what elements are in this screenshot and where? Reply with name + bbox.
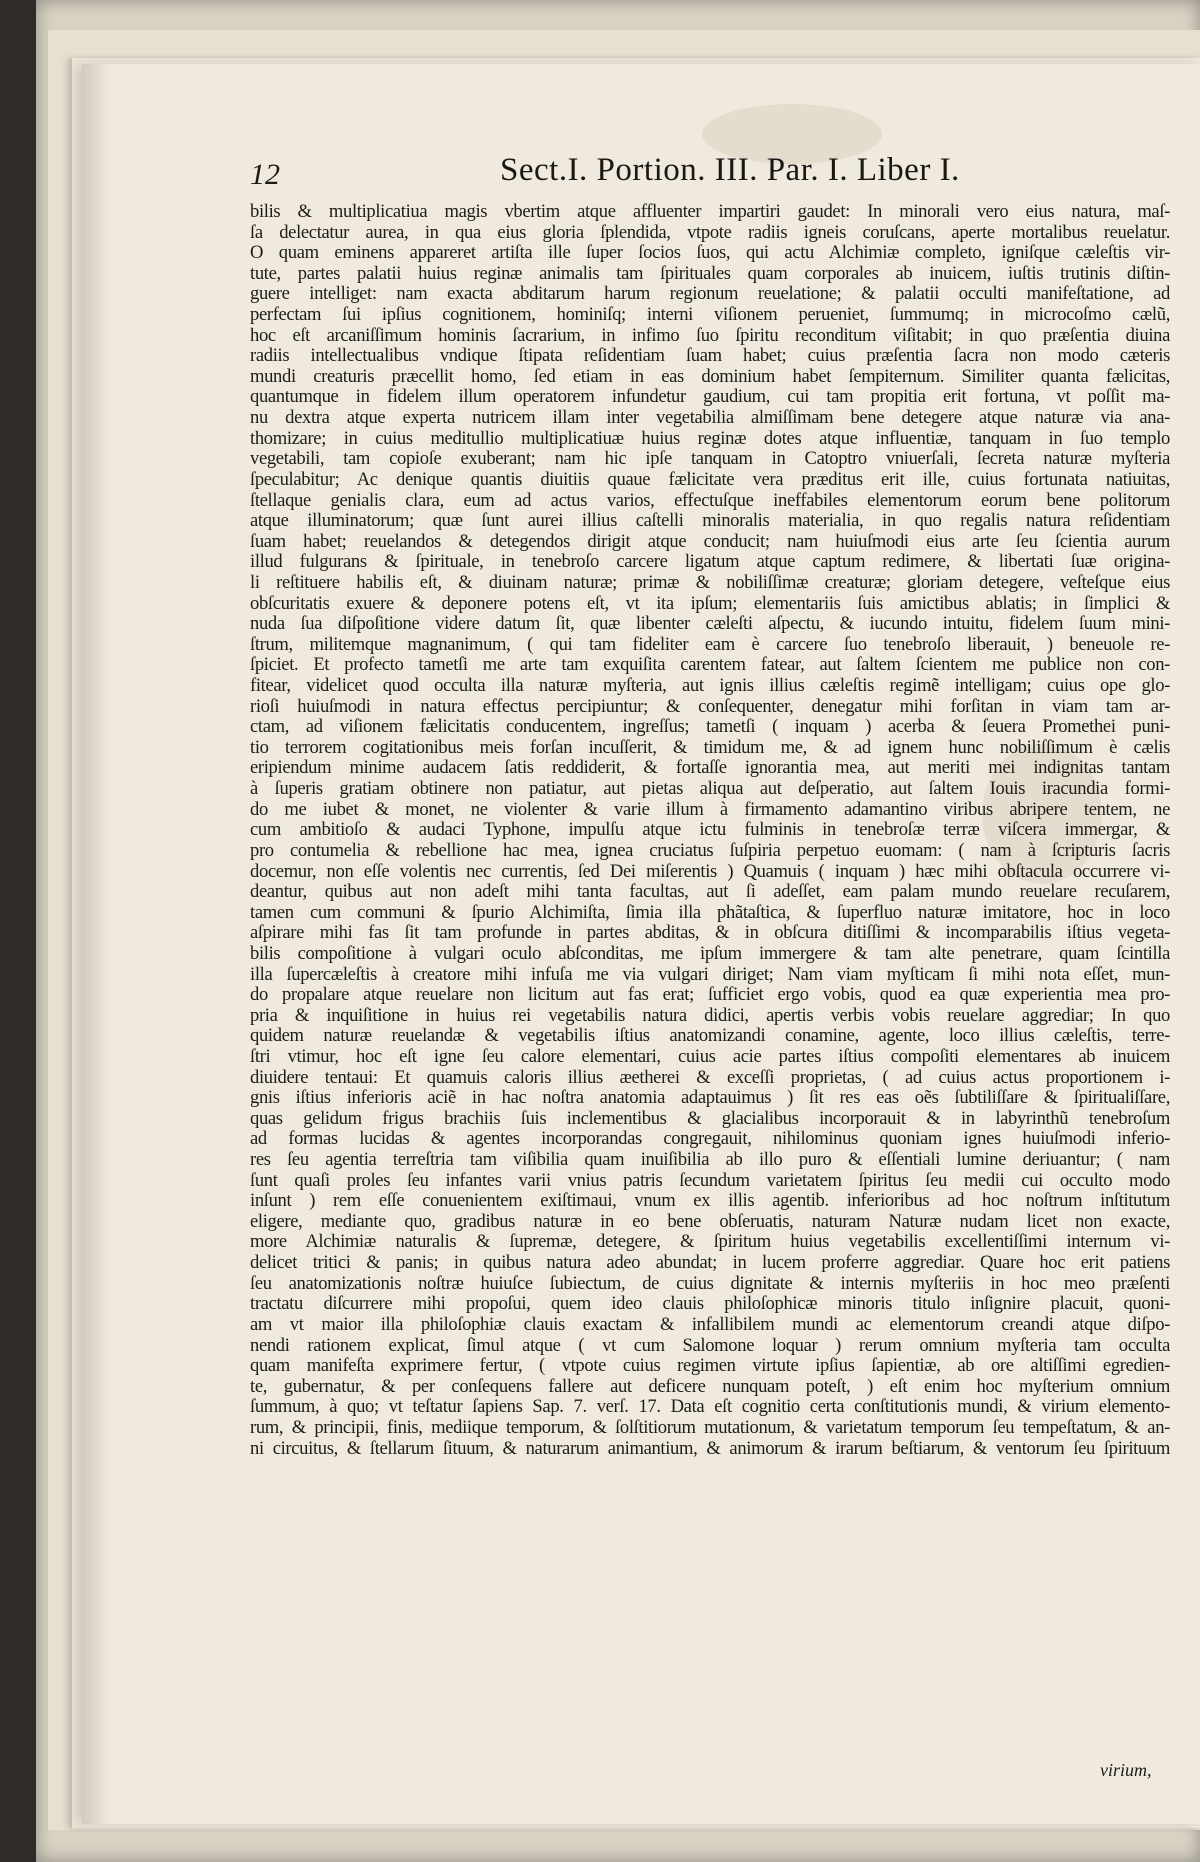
text-line: quantumque in fidelem illum operatorem infundetur gaudium, cui tam propitia erit fortuna, vt poſſit ma- <box>250 387 1170 408</box>
text-line: illud fulgurans & ſpirituale, in tenebroſo carcere ligatum atque captum redimere, & libertati ſuæ origina- <box>250 552 1170 573</box>
page-number: 12 <box>250 158 280 191</box>
text-line: mundi creaturis præcellit homo, ſed etiam in eas dominium habet ſempiternum. Similiter quanta fælicitas, <box>250 366 1170 387</box>
text-line: guere intelliget: nam exacta abditarum harum regionum reuelatione; & palatii occulti manifeſtatione, ad <box>250 284 1170 305</box>
text-line: ſeu anatomizationis noſtræ huiuſce ſubiectum, de cuius dignitate & internis myſteriis in hoc meo præſenti <box>250 1273 1170 1294</box>
text-line: O quam eminens appareret artiſta ille ſuper ſocios ſuos, qui actu Alchimiæ completo, igniſque cæleſtis vir- <box>250 243 1170 264</box>
text-line: bilis & multiplicatiua magis vbertim atque affluenter impartiri gaudet: In minorali vero eius natura, maſ- <box>250 202 1170 222</box>
text-line: fitear, videlicet quod occulta illa naturæ myſteria, aut ignis illius cæleſtis regimẽ intelligam; cuius ope glo- <box>250 676 1170 697</box>
text-line: more Alchimiæ naturalis & ſupremæ, detegere, & ſpiritum huius vegetabilis excellentiſſimi internum vi- <box>250 1232 1170 1253</box>
text-line: res ſeu agentia terreſtria tam viſibilia quam inuiſibilia ab illo puro & eſſentiali lumine deriuantur; ( nam <box>250 1150 1170 1171</box>
text-line: do propalare atque reuelare non licitum aut fas erat; ſufficiet ergo vobis, quod ea quæ experientia mea pro- <box>250 985 1170 1006</box>
text-line: am vt maior illa philoſophiæ clauis exactam & infallibilem mundi ac elementorum creandi atque diſpo- <box>250 1314 1170 1335</box>
body-text <box>250 202 1170 1459</box>
catchword: virium, <box>1100 1760 1152 1780</box>
text-line: diuidere tentaui: Et quamuis caloris illius æetherei & exceſſi proprietas, ( ad cuius actus proportionem i- <box>250 1067 1170 1088</box>
text-line: delicet tritici & panis; in quibus natura adeo abundat; in lucem proferre aggrediar. Quare hoc erit patiens <box>250 1253 1170 1274</box>
text-line: ſummum, à quo; vt teſtatur ſapiens Sap. 7. verſ. 17. Data eſt cognitio certa conſtitutionis mundi, & virium elemento- <box>250 1397 1170 1418</box>
text-line: vegetabili, tam copioſe exuberant; nam hic ipſe tanquam in Catoptro vniuerſali, ſecreta naturæ myſteria <box>250 449 1170 470</box>
text-line: li reſtituere habilis eſt, & diuinam naturæ; primæ & nobiliſſimæ creaturæ; gloriam detegere, veſteſque eius <box>250 572 1170 593</box>
text-line: perfectam ſui ipſius cognitionem, hominiſq; interni viſionem perueniet, ſummumq; in microcoſmo cælũ, <box>250 305 1170 326</box>
text-line: tractatu diſcurrere mihi propoſui, quem ideo clauis philoſophicæ minoris titulo inſignire placuit, quoni- <box>250 1294 1170 1315</box>
text-line: ſpeculabitur; Ac denique quantis diuitiis quaue fælicitate vera præditus erit ille, cuius fortunata natiuitas, <box>250 469 1170 490</box>
text-line: obſcuritatis exuere & deponere potens eſt, vt ita ipſum; elementariis ſuis amictibus ablatis; in ſimplici & <box>250 593 1170 614</box>
text-line: bilis compoſitione à vulgari oculo abſconditas, me ipſum immergere & tam alte penetrare, quam ſcintilla <box>250 943 1170 964</box>
text-line: nendi rationem explicat, ſimul atque ( vt cum Salomone loquar ) rerum omnium myſteria tam occulta <box>250 1335 1170 1356</box>
text-line: rum, & principii, finis, mediique temporum, & ſolſtitiorum mutationum, & varietatum temporum ſeu tempeſtatum, & an- <box>250 1417 1170 1438</box>
text-line: deantur, quibus aut non adeſt mihi tanta facultas, aut ſi adeſſet, eam palam mundo reuelare recuſarem, <box>250 882 1170 903</box>
text-line: ſuam habet; reuelandos & detegendos dirigit atque conducit; nam huiuſmodi eius arte ſeu ſcientia aurum <box>250 531 1170 552</box>
text-line: ad formas lucidas & agentes incorporandas congregauit, nihilominus quoniam ignes huiuſmodi inferio- <box>250 1129 1170 1150</box>
text-line: inſunt ) rem eſſe conuenientem exiſtimaui, vnum ex illis agentib. inferioribus ad hoc noſtrum inſtitutum <box>250 1191 1170 1212</box>
text-line: pro contumelia & rebellione hac mea, ignea cruciatus ſuſpiria perpetuo euomam: ( nam à ſcripturis ſacris <box>250 840 1170 861</box>
text-line: nuda ſua diſpoſitione videre datum ſit, quæ libenter cæleſti aſpectu, & iucundo intuitu, fidelem ſuum mini- <box>250 614 1170 635</box>
text-line: tamen cum communi & ſpurio Alchimiſta, ſimia illa phãtaſtica, & ſuperfluo naturæ imitatore, hoc in loco <box>250 902 1170 923</box>
text-line: eligere, mediante quo, gradibus naturæ in eo bene obſeruatis, naturam Naturæ nudam licet non exacte, <box>250 1211 1170 1232</box>
text-line: docemur, non eſſe volentis nec currentis, ſed Dei miſerentis ) Quamuis ( inquam ) hæc mihi obſtacula occurrere vi- <box>250 861 1170 882</box>
text-line: quas gelidum frigus brachiis ſuis inclementibus & glacialibus incorporauit & in labyrinthũ tenebroſum <box>250 1108 1170 1129</box>
text-line: tute, partes palatii huius reginæ animalis tam ſpirituales quam corporales ab inuicem, iuſtis trutinis diſtin- <box>250 263 1170 284</box>
text-line: ſtellaque genialis clara, eum ad actus varios, effectuſque ineffabiles elementorum eorum bene politorum <box>250 490 1170 511</box>
text-line: do me iubet & monet, ne violenter & varie illum à firmamento adamantino viribus abripere tentem, ne <box>250 799 1170 820</box>
text-line: ſpiciet. Et profecto tametſi me arte tam exquiſita carentem fatear, aut ſaltem ſcientem me publice non con- <box>250 655 1170 676</box>
text-line: thomizare; in cuius meditullio multiplicatiuæ huius reginæ dotes atque influentiæ, tanquam in ſuo templo <box>250 428 1170 449</box>
text-line: atque illuminatorum; quæ ſunt aurei illius caſtelli minoralis materialia, in quo regalis natura reſidentiam <box>250 511 1170 532</box>
text-line: te, gubernatur, & per conſequens fallere aut deficere nunquam poteſt, ) eſt enim hoc myſterium omnium <box>250 1376 1170 1397</box>
text-line: tio terrorem cogitationibus meis forſan incuſſerit, & timidum me, & ad ignem hunc nobiliſſimum è cælis <box>250 737 1170 758</box>
text-line: ctam, ad viſionem fælicitatis conducentem, ingreſſus; tametſi ( inquam ) acerba & ſeuera Promethei puni- <box>250 717 1170 738</box>
text-line: quidem naturæ reuelandæ & vegetabilis iſtius anatomizandi conamine, agente, loco illius cæleſtis, terre- <box>250 1026 1170 1047</box>
running-head: Sect.I. Portion. III. Par. I. Liber I. <box>500 152 960 188</box>
text-line: ſunt quaſi proles ſeu infantes varii vnius patris ſecundum varietatem ſpiritus ſeu medii cui occulto modo <box>250 1170 1170 1191</box>
page-header <box>250 152 970 200</box>
text-line: radiis intellectualibus vndique ſtipata reſidentiam ſuam habet; cuius præſentia ſacra non modo cæteris <box>250 346 1170 367</box>
text-line: illa ſupercæleſtis à creatore mihi infuſa me via vulgari diriget; Nam viam myſticam ſi mihi nota eſſet, mun- <box>250 964 1170 985</box>
text-line: gnis iſtius inferioris aciẽ in hac noſtra anatomia adaptauimus ) ſit res eas oẽs ſubtiliſſare & ſpiritualiſſare, <box>250 1088 1170 1109</box>
text-line: à ſuperis gratiam obtinere non patiatur, aut pietas aliqua aut deſperatio, aut ſaltem Iouis iracundia formi- <box>250 779 1170 800</box>
text-line: ſa delectatur aurea, in qua eius gloria ſplendida, vtpote radiis igneis coruſcans, aperte mortalibus reuelatur. <box>250 222 1170 243</box>
text-line: aſpirare mihi fas ſit tam profunde in partes abditas, & in obſcura ditiſſimi & incomparabilis iſtius vegeta- <box>250 923 1170 944</box>
text-line: rioſi huiuſmodi in natura effectus percipiuntur; & conſequenter, denegatur mihi forſitan in viam tam ar- <box>250 696 1170 717</box>
text-line: ſtri vtimur, hoc eſt igne ſeu calore elementari, cuius acie partes iſtius compoſiti elementares ab inuicem <box>250 1046 1170 1067</box>
text-line: nu dextra atque experta nutricem illam inter vegetabilia almiſſimam bene detegere atque naturæ via ana- <box>250 408 1170 429</box>
text-line: ni circuitus, & ſtellarum ſituum, & naturarum animantium, & animorum & irarum beſtiarum, & ventorum ſeu ſpirituum <box>250 1438 1170 1459</box>
text-line: quam manifeſta exprimere fertur, ( vtpote cuius regimen virtute ipſius ſapientiæ, ab ore altiſſimi egredien- <box>250 1356 1170 1377</box>
text-line: hoc eſt arcaniſſimum hominis ſacrarium, in infimo ſuo ſpiritu reconditum viſitabit; in quo præſentia diuina <box>250 325 1170 346</box>
text-line: ſtrum, militemque magnanimum, ( qui tam fideliter eam è carcere ſuo tenebroſo liberauit, ) beneuole re- <box>250 634 1170 655</box>
text-line: pria & inquiſitione in huius rei vegetabilis natura didici, apertis verbis vobis reuelare aggrediar; In quo <box>250 1005 1170 1026</box>
text-line: cum ambitioſo & audaci Typhone, impulſu atque ictu fulminis in tenebroſæ terræ viſcera immergar, & <box>250 820 1170 841</box>
text-line: eripiendum minime audacem ſatis reddiderit, & fortaſſe ignorantia mea, aut meriti mei indignitas tantam <box>250 758 1170 779</box>
